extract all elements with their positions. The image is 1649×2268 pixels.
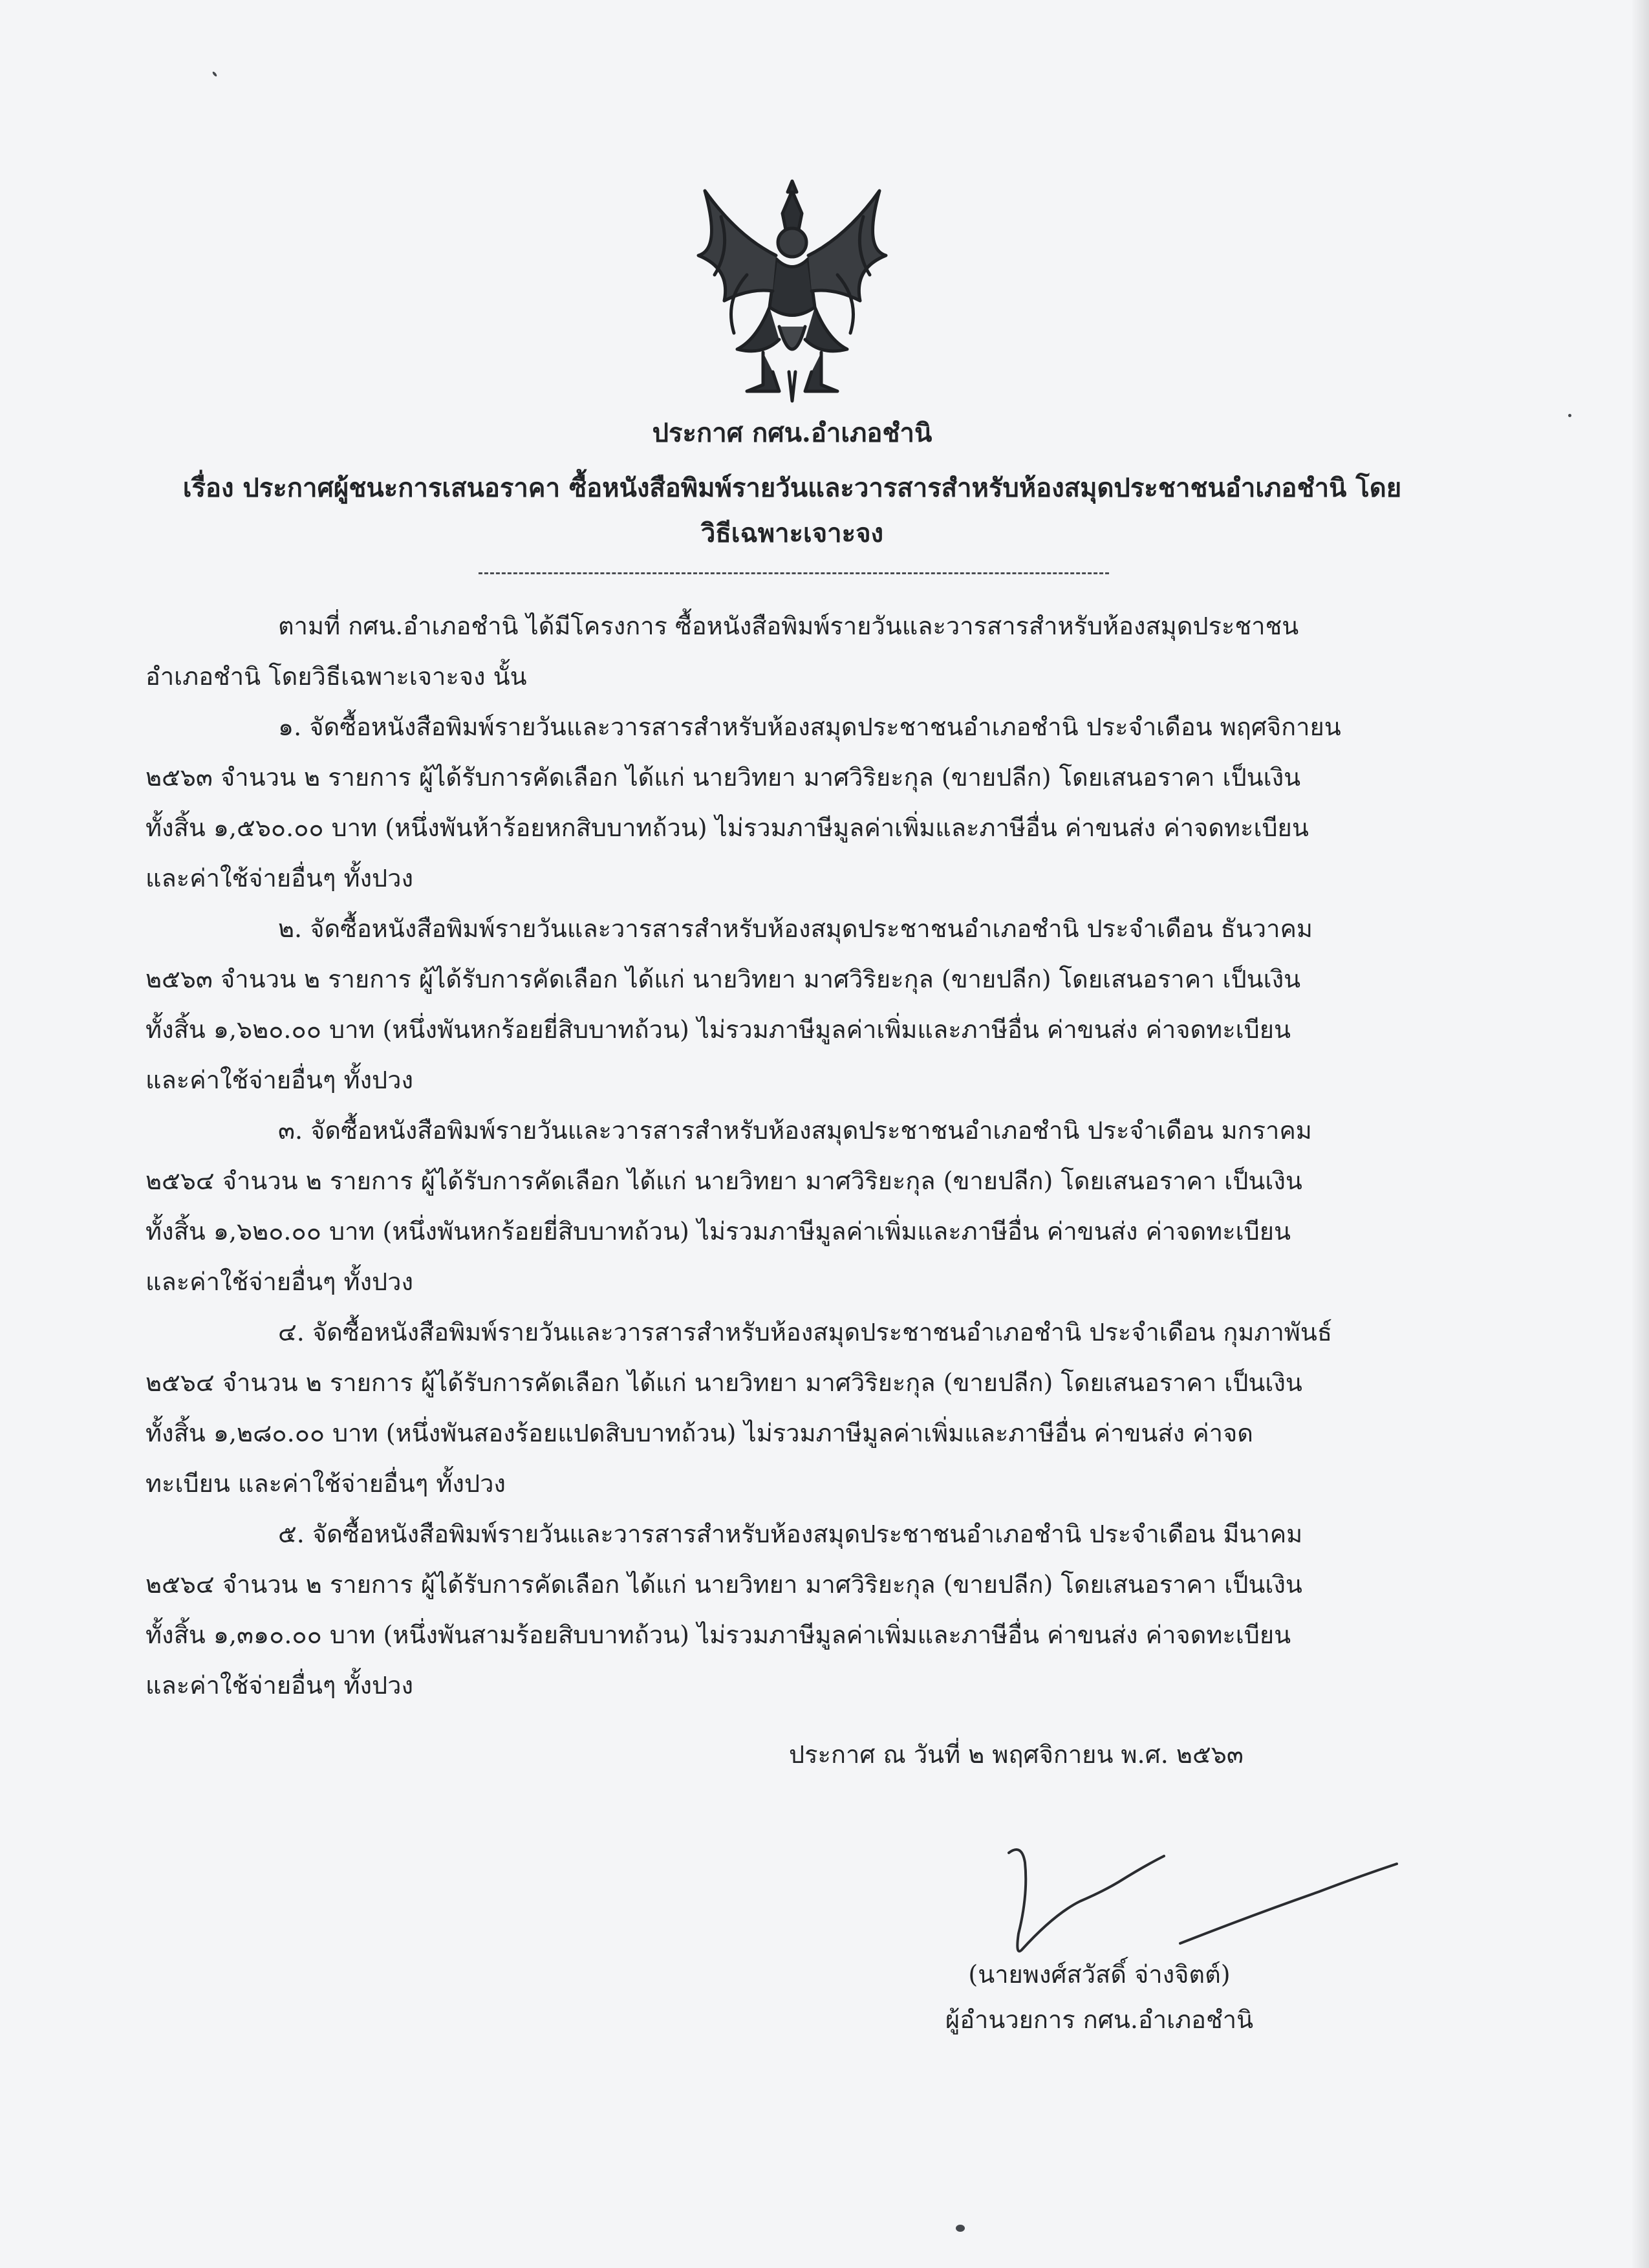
item-line: ๕. จัดซื้อหนังสือพิมพ์รายวันและวารสารสำหรับห้องสมุดประชาชนอำเภอชำนิ ประจำเดือน มีนาคม [278, 1520, 1303, 1548]
subject-line-continued: วิธีเฉพาะเจาะจง [700, 518, 884, 548]
item-line: ทั้งสิ้น ๑,๒๘๐.๐๐ บาท (หนึ่งพันสองร้อยแปดสิบบาทถ้วน) ไม่รวมภาษีมูลค่าเพิ่มและภาษีอื่น ค่าขนส่ง ค่าจด [146, 1419, 1253, 1447]
item-line: และค่าใช้จ่ายอื่นๆ ทั้งปวง [146, 1671, 414, 1700]
item-line: ๓. จัดซื้อหนังสือพิมพ์รายวันและวารสารสำหรับห้องสมุดประชาชนอำเภอชำนิ ประจำเดือน มกราคม [278, 1116, 1312, 1145]
subject-line: เรื่อง ประกาศผู้ชนะการเสนอราคา ซื้อหนังสือพิมพ์รายวันและวารสารสำหรับห้องสมุดประชาชนอำเภอชำนิ โดย [182, 473, 1402, 503]
item-line: ทะเบียน และค่าใช้จ่ายอื่นๆ ทั้งปวง [146, 1469, 506, 1498]
intro-line: อำเภอชำนิ โดยวิธีเฉพาะเจาะจง นั้น [146, 662, 527, 691]
scan-speck [212, 71, 218, 77]
item-line: ๔. จัดซื้อหนังสือพิมพ์รายวันและวารสารสำหรับห้องสมุดประชาชนอำเภอชำนิ ประจำเดือน กุมภาพันธ์ [278, 1318, 1333, 1346]
item-line: และค่าใช้จ่ายอื่นๆ ทั้งปวง [146, 1268, 414, 1296]
item-line: ๒๕๖๓ จำนวน ๒ รายการ ผู้ได้รับการคัดเลือก ได้แก่ นายวิทยา มาศวิริยะกุล (ขายปลีก) โดยเสนอราคา เป็นเงิน [146, 763, 1301, 792]
intro-line: ตามที่ กศน.อำเภอชำนิ ได้มีโครงการ ซื้อหนังสือพิมพ์รายวันและวารสารสำหรับห้องสมุดประชาชน [278, 612, 1299, 640]
item-line: และค่าใช้จ่ายอื่นๆ ทั้งปวง [146, 864, 414, 892]
announcement-date: ประกาศ ณ วันที่ ๒ พฤศจิกายน พ.ศ. ๒๕๖๓ [789, 1740, 1244, 1769]
garuda-emblem-icon [685, 178, 899, 407]
scan-speck [956, 2225, 965, 2232]
signer-name: (นายพงศ์สวัสดิ์ จ่างจิตต์) [968, 1960, 1231, 1989]
item-line: ทั้งสิ้น ๑,๖๒๐.๐๐ บาท (หนึ่งพันหกร้อยยี่สิบบาทถ้วน) ไม่รวมภาษีมูลค่าเพิ่มและภาษีอื่น ค่าขนส่ง ค่าจดทะเบียน [146, 1217, 1291, 1246]
item-line: ๒๕๖๓ จำนวน ๒ รายการ ผู้ได้รับการคัดเลือก ได้แก่ นายวิทยา มาศวิริยะกุล (ขายปลีก) โดยเสนอราคา เป็นเงิน [146, 965, 1301, 993]
item-line: ๑. จัดซื้อหนังสือพิมพ์รายวันและวารสารสำหรับห้องสมุดประชาชนอำเภอชำนิ ประจำเดือน พฤศจิกายน [278, 713, 1341, 741]
page-edge-shadow [1631, 0, 1649, 2268]
item-line: ๒๕๖๔ จำนวน ๒ รายการ ผู้ได้รับการคัดเลือก ได้แก่ นายวิทยา มาศวิริยะกุล (ขายปลีก) โดยเสนอราคา เป็นเงิน [146, 1167, 1302, 1195]
item-line: และค่าใช้จ่ายอื่นๆ ทั้งปวง [146, 1066, 414, 1094]
item-line: ทั้งสิ้น ๑,๖๒๐.๐๐ บาท (หนึ่งพันหกร้อยยี่สิบบาทถ้วน) ไม่รวมภาษีมูลค่าเพิ่มและภาษีอื่น ค่าขนส่ง ค่าจดทะเบียน [146, 1015, 1291, 1044]
item-line: ทั้งสิ้น ๑,๕๖๐.๐๐ บาท (หนึ่งพันห้าร้อยหกสิบบาทถ้วน) ไม่รวมภาษีมูลค่าเพิ่มและภาษีอื่น ค่าขนส่ง ค่าจดทะเบียน [146, 814, 1309, 842]
signer-title: ผู้อำนวยการ กศน.อำเภอชำนิ [945, 2005, 1254, 2034]
announcement-title: ประกาศ กศน.อำเภอชำนิ [652, 418, 932, 448]
item-line: ๒๕๖๔ จำนวน ๒ รายการ ผู้ได้รับการคัดเลือก ได้แก่ นายวิทยา มาศวิริยะกุล (ขายปลีก) โดยเสนอราคา เป็นเงิน [146, 1570, 1302, 1599]
item-line: ๒. จัดซื้อหนังสือพิมพ์รายวันและวารสารสำหรับห้องสมุดประชาชนอำเภอชำนิ ประจำเดือน ธันวาคม [278, 914, 1313, 943]
scan-speck [1568, 414, 1571, 417]
dashed-divider [479, 572, 1109, 574]
item-line: ๒๕๖๔ จำนวน ๒ รายการ ผู้ได้รับการคัดเลือก ได้แก่ นายวิทยา มาศวิริยะกุล (ขายปลีก) โดยเสนอราคา เป็นเงิน [146, 1368, 1302, 1397]
item-line: ทั้งสิ้น ๑,๓๑๐.๐๐ บาท (หนึ่งพันสามร้อยสิบบาทถ้วน) ไม่รวมภาษีมูลค่าเพิ่มและภาษีอื่น ค่าขนส่ง ค่าจดทะเบียน [146, 1621, 1291, 1649]
